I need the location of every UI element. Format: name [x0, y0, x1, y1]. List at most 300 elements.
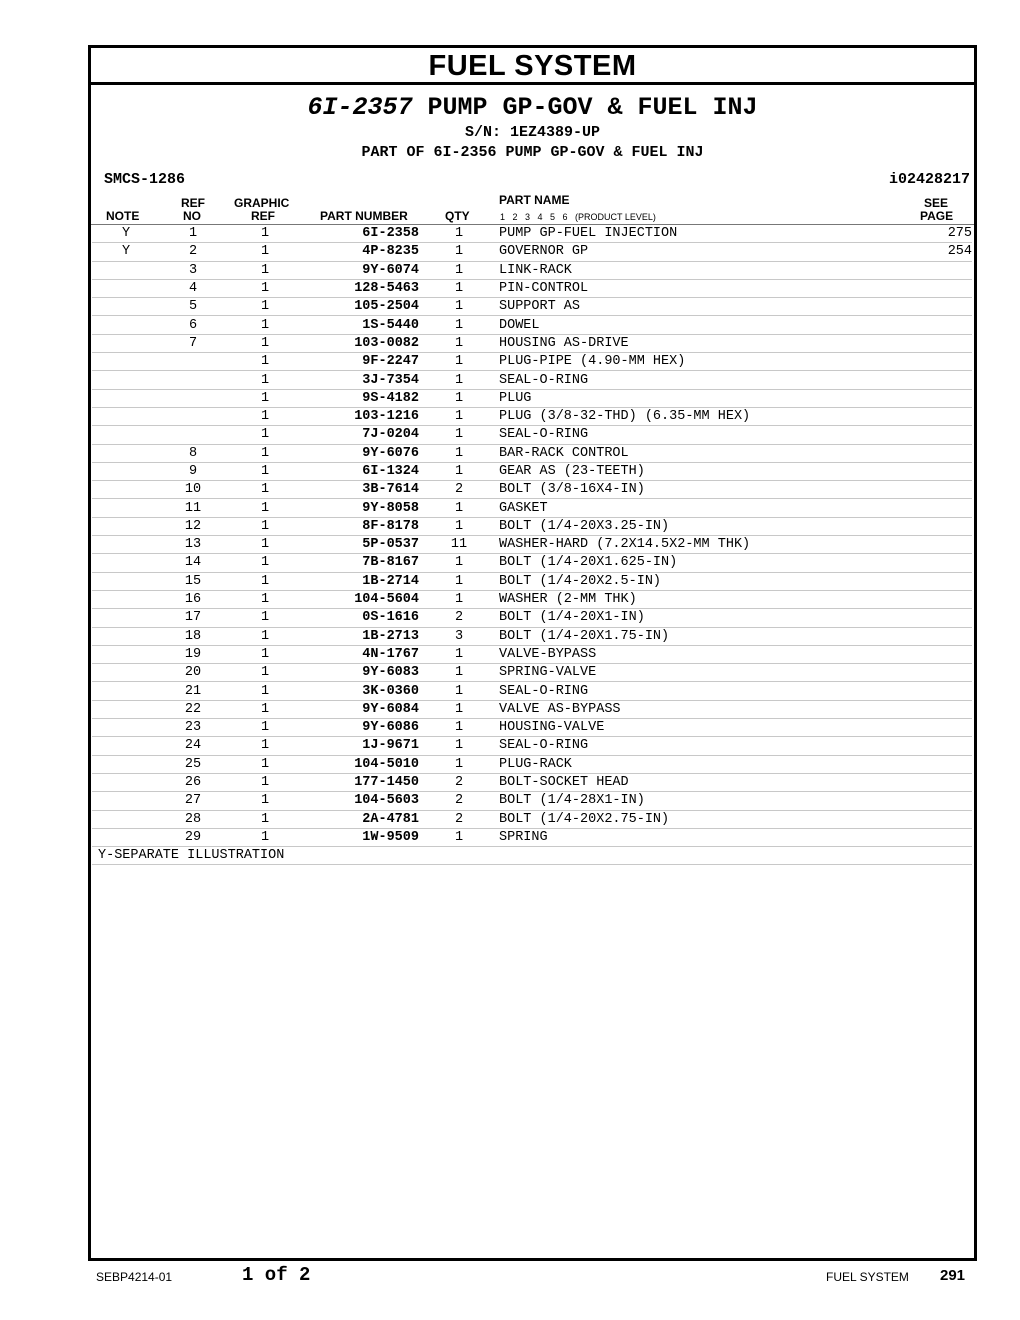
- part-number-cell: 9Y-8058: [304, 499, 419, 517]
- table-row: [92, 719, 972, 737]
- part-name-cell: BOLT (1/4-20X2.5-IN): [499, 572, 902, 590]
- col-see-top: SEE: [924, 196, 949, 210]
- graphic-ref-cell: 1: [226, 719, 304, 737]
- ref-no-cell: 24: [160, 737, 226, 755]
- see-page-cell: [902, 334, 972, 352]
- col-see-bottom: PAGE: [920, 209, 954, 223]
- see-page-cell: [902, 755, 972, 773]
- note-cell: [92, 499, 160, 517]
- note-cell: [92, 609, 160, 627]
- part-name-cell: PLUG (3/8-32-THD) (6.35-MM HEX): [499, 407, 902, 425]
- note-cell: [92, 334, 160, 352]
- table-row: [92, 645, 972, 663]
- see-page-cell: [902, 517, 972, 535]
- table-row: [92, 426, 972, 444]
- part-name-cell: PLUG: [499, 389, 902, 407]
- ref-no-cell: 2: [160, 243, 226, 261]
- part-name-cell: SEAL-O-RING: [499, 682, 902, 700]
- graphic-ref-cell: 1: [226, 499, 304, 517]
- graphic-ref-cell: 1: [226, 298, 304, 316]
- part-name-cell: SEAL-O-RING: [499, 737, 902, 755]
- qty-cell: 1: [419, 261, 499, 279]
- assembly-title: [91, 93, 974, 123]
- see-page-cell: [902, 609, 972, 627]
- table-row: [92, 316, 972, 334]
- note-cell: [92, 279, 160, 297]
- graphic-ref-cell: 1: [226, 334, 304, 352]
- assembly-part-number: 6I-2357: [307, 93, 413, 122]
- part-number-cell: 177-1450: [304, 773, 419, 791]
- ref-no-cell: 29: [160, 828, 226, 846]
- page-footer: [0, 1262, 1020, 1292]
- note-cell: Y: [92, 243, 160, 261]
- see-page-cell: [902, 627, 972, 645]
- part-number-cell: 4P-8235: [304, 243, 419, 261]
- ref-no-cell: 6: [160, 316, 226, 334]
- graphic-ref-cell: 1: [226, 353, 304, 371]
- graphic-ref-cell: 1: [226, 737, 304, 755]
- part-name-cell: GASKET: [499, 499, 902, 517]
- part-number-cell: 8F-8178: [304, 517, 419, 535]
- graphic-ref-cell: 1: [226, 700, 304, 718]
- qty-cell: 1: [419, 389, 499, 407]
- part-number-cell: 1J-9671: [304, 737, 419, 755]
- table-row: [92, 517, 972, 535]
- graphic-ref-cell: 1: [226, 407, 304, 425]
- graphic-ref-cell: 1: [226, 261, 304, 279]
- note-cell: [92, 407, 160, 425]
- see-page-cell: [902, 792, 972, 810]
- part-name-cell: PUMP GP-FUEL INJECTION: [499, 225, 902, 243]
- note-cell: [92, 828, 160, 846]
- see-page-cell: [902, 810, 972, 828]
- part-of-line: PART OF 6I-2356 PUMP GP-GOV & FUEL INJ: [361, 144, 704, 161]
- table-row: [92, 664, 972, 682]
- page-frame: [88, 45, 977, 1261]
- part-name-cell: BOLT (1/4-20X3.25-IN): [499, 517, 902, 535]
- col-part-number: PART NUMBER: [320, 209, 408, 223]
- part-number-cell: 103-1216: [304, 407, 419, 425]
- note-cell: [92, 810, 160, 828]
- ref-no-cell: 25: [160, 755, 226, 773]
- note-cell: [92, 645, 160, 663]
- part-name-cell: BOLT (3/8-16X4-IN): [499, 481, 902, 499]
- ref-no-cell: 9: [160, 462, 226, 480]
- table-row: [92, 353, 972, 371]
- table-row: [92, 536, 972, 554]
- part-number-cell: 1S-5440: [304, 316, 419, 334]
- col-ref-bottom: NO: [183, 209, 201, 223]
- part-name-cell: BOLT (1/4-20X1-IN): [499, 609, 902, 627]
- qty-cell: 1: [419, 499, 499, 517]
- qty-cell: 11: [419, 536, 499, 554]
- section-title: FUEL SYSTEM: [91, 48, 974, 85]
- see-page-cell: [902, 590, 972, 608]
- table-row: [92, 627, 972, 645]
- part-name-cell: BOLT (1/4-20X2.75-IN): [499, 810, 902, 828]
- qty-cell: 1: [419, 353, 499, 371]
- ref-no-cell: 4: [160, 279, 226, 297]
- table-row: [92, 554, 972, 572]
- col-graphic-bottom: REF: [251, 209, 275, 223]
- table-row: [92, 700, 972, 718]
- part-name-cell: PIN-CONTROL: [499, 279, 902, 297]
- ref-no-cell: 26: [160, 773, 226, 791]
- ref-no-cell: 12: [160, 517, 226, 535]
- graphic-ref-cell: 1: [226, 481, 304, 499]
- note-cell: [92, 664, 160, 682]
- see-page-cell: [902, 554, 972, 572]
- qty-cell: 2: [419, 609, 499, 627]
- see-page-cell: [902, 773, 972, 791]
- table-row: [92, 572, 972, 590]
- part-name-cell: HOUSING-VALVE: [499, 719, 902, 737]
- note-cell: [92, 536, 160, 554]
- part-number-cell: 4N-1767: [304, 645, 419, 663]
- ref-no-cell: [160, 389, 226, 407]
- document-id: SEBP4214-01: [96, 1270, 173, 1284]
- ref-no-cell: 15: [160, 572, 226, 590]
- qty-cell: 1: [419, 737, 499, 755]
- part-name-cell: SPRING-VALVE: [499, 664, 902, 682]
- ref-no-cell: [160, 371, 226, 389]
- table-row: [92, 261, 972, 279]
- part-number-cell: 0S-1616: [304, 609, 419, 627]
- graphic-ref-cell: 1: [226, 609, 304, 627]
- part-number-cell: 7J-0204: [304, 426, 419, 444]
- ref-no-cell: 27: [160, 792, 226, 810]
- see-page-cell: [902, 572, 972, 590]
- note-cell: [92, 353, 160, 371]
- parts-table: [92, 225, 972, 847]
- table-row: [92, 682, 972, 700]
- note-cell: [92, 572, 160, 590]
- graphic-ref-cell: 1: [226, 810, 304, 828]
- see-page-cell: [902, 682, 972, 700]
- ref-no-cell: [160, 353, 226, 371]
- part-name-cell: GEAR AS (23-TEETH): [499, 462, 902, 480]
- table-row: [92, 444, 972, 462]
- graphic-ref-cell: 1: [226, 462, 304, 480]
- graphic-ref-cell: 1: [226, 389, 304, 407]
- note-cell: [92, 719, 160, 737]
- ref-no-cell: 18: [160, 627, 226, 645]
- smcs-row: [91, 169, 974, 191]
- ref-no-cell: 3: [160, 261, 226, 279]
- part-number-cell: 128-5463: [304, 279, 419, 297]
- table-row: [92, 737, 972, 755]
- ref-no-cell: [160, 407, 226, 425]
- part-name-cell: BOLT (1/4-20X1.75-IN): [499, 627, 902, 645]
- see-page-cell: [902, 298, 972, 316]
- part-name-cell: SUPPORT AS: [499, 298, 902, 316]
- graphic-ref-cell: 1: [226, 773, 304, 791]
- graphic-ref-cell: 1: [226, 554, 304, 572]
- part-number-cell: 5P-0537: [304, 536, 419, 554]
- table-row: [92, 499, 972, 517]
- note-cell: Y: [92, 225, 160, 243]
- serial-number: S/N: 1EZ4389-UP: [464, 124, 601, 141]
- qty-cell: 1: [419, 444, 499, 462]
- note-cell: [92, 462, 160, 480]
- col-graphic-top: GRAPHIC: [234, 196, 290, 210]
- graphic-ref-cell: 1: [226, 316, 304, 334]
- ref-no-cell: [160, 426, 226, 444]
- part-name-cell: LINK-RACK: [499, 261, 902, 279]
- qty-cell: 1: [419, 316, 499, 334]
- part-name-cell: SEAL-O-RING: [499, 371, 902, 389]
- column-headers: [91, 191, 974, 225]
- part-number-cell: 1B-2714: [304, 572, 419, 590]
- note-cell: [92, 316, 160, 334]
- qty-cell: 1: [419, 225, 499, 243]
- part-number-cell: 6I-2358: [304, 225, 419, 243]
- ref-no-cell: 19: [160, 645, 226, 663]
- note-cell: [92, 590, 160, 608]
- table-row: [92, 389, 972, 407]
- qty-cell: 1: [419, 828, 499, 846]
- qty-cell: 1: [419, 517, 499, 535]
- part-name-cell: BOLT-SOCKET HEAD: [499, 773, 902, 791]
- note-cell: [92, 426, 160, 444]
- part-name-cell: BOLT (1/4-20X1.625-IN): [499, 554, 902, 572]
- graphic-ref-cell: 1: [226, 682, 304, 700]
- see-page-cell: [902, 664, 972, 682]
- see-page-cell: [902, 316, 972, 334]
- qty-cell: 1: [419, 755, 499, 773]
- footer-section: FUEL SYSTEM: [826, 1270, 909, 1284]
- graphic-ref-cell: 1: [226, 371, 304, 389]
- part-name-cell: WASHER (2-MM THK): [499, 590, 902, 608]
- graphic-ref-cell: 1: [226, 243, 304, 261]
- graphic-ref-cell: 1: [226, 536, 304, 554]
- graphic-ref-cell: 1: [226, 590, 304, 608]
- part-number-cell: 9Y-6084: [304, 700, 419, 718]
- graphic-ref-cell: 1: [226, 444, 304, 462]
- graphic-ref-cell: 1: [226, 517, 304, 535]
- qty-cell: 1: [419, 682, 499, 700]
- table-row: [92, 298, 972, 316]
- see-page-cell: [902, 407, 972, 425]
- part-name-cell: PLUG-RACK: [499, 755, 902, 773]
- ref-no-cell: 16: [160, 590, 226, 608]
- note-cell: [92, 371, 160, 389]
- see-page-cell: [902, 828, 972, 846]
- note-cell: [92, 773, 160, 791]
- ref-no-cell: 22: [160, 700, 226, 718]
- part-number-cell: 3J-7354: [304, 371, 419, 389]
- graphic-ref-cell: 1: [226, 645, 304, 663]
- note-cell: [92, 755, 160, 773]
- col-note: NOTE: [106, 209, 140, 223]
- part-name-cell: VALVE AS-BYPASS: [499, 700, 902, 718]
- graphic-ref-cell: 1: [226, 664, 304, 682]
- illustration-id: i02428217: [888, 171, 970, 188]
- table-row: [92, 773, 972, 791]
- see-page-cell: [902, 389, 972, 407]
- part-number-cell: 104-5010: [304, 755, 419, 773]
- note-cell: [92, 298, 160, 316]
- qty-cell: 1: [419, 243, 499, 261]
- see-page-cell: [902, 261, 972, 279]
- qty-cell: 1: [419, 572, 499, 590]
- footnote: Y-SEPARATE ILLUSTRATION: [92, 847, 972, 865]
- table-row: [92, 407, 972, 425]
- part-name-cell: DOWEL: [499, 316, 902, 334]
- part-name-cell: SEAL-O-RING: [499, 426, 902, 444]
- part-name-cell: HOUSING AS-DRIVE: [499, 334, 902, 352]
- qty-cell: 1: [419, 407, 499, 425]
- see-page-cell: [902, 719, 972, 737]
- see-page-cell: [902, 481, 972, 499]
- part-name-cell: SPRING: [499, 828, 902, 846]
- page-number: 291: [940, 1267, 966, 1284]
- table-row: [92, 334, 972, 352]
- note-cell: [92, 737, 160, 755]
- part-number-cell: 104-5604: [304, 590, 419, 608]
- assembly-name: PUMP GP-GOV & FUEL INJ: [427, 93, 758, 122]
- part-number-cell: 7B-8167: [304, 554, 419, 572]
- table-row: [92, 243, 972, 261]
- page-of: 1 of 2: [242, 1264, 311, 1286]
- see-page-cell: [902, 499, 972, 517]
- col-part-name: PART NAME: [499, 193, 570, 207]
- graphic-ref-cell: 1: [226, 279, 304, 297]
- ref-no-cell: 21: [160, 682, 226, 700]
- part-number-cell: 9S-4182: [304, 389, 419, 407]
- col-ref-top: REF: [181, 196, 205, 210]
- graphic-ref-cell: 1: [226, 426, 304, 444]
- qty-cell: 2: [419, 792, 499, 810]
- ref-no-cell: 28: [160, 810, 226, 828]
- see-page-cell: [902, 700, 972, 718]
- see-page-cell: [902, 279, 972, 297]
- part-number-cell: 104-5603: [304, 792, 419, 810]
- qty-cell: 2: [419, 481, 499, 499]
- ref-no-cell: 10: [160, 481, 226, 499]
- part-name-cell: GOVERNOR GP: [499, 243, 902, 261]
- part-number-cell: 3B-7614: [304, 481, 419, 499]
- part-number-cell: 1B-2713: [304, 627, 419, 645]
- part-number-cell: 9Y-6086: [304, 719, 419, 737]
- qty-cell: 1: [419, 279, 499, 297]
- graphic-ref-cell: 1: [226, 225, 304, 243]
- part-number-cell: 105-2504: [304, 298, 419, 316]
- note-cell: [92, 792, 160, 810]
- graphic-ref-cell: 1: [226, 572, 304, 590]
- part-number-cell: 6I-1324: [304, 462, 419, 480]
- table-row: [92, 609, 972, 627]
- qty-cell: 1: [419, 298, 499, 316]
- graphic-ref-cell: 1: [226, 828, 304, 846]
- see-page-cell: [902, 737, 972, 755]
- note-cell: [92, 700, 160, 718]
- graphic-ref-cell: 1: [226, 755, 304, 773]
- qty-cell: 1: [419, 664, 499, 682]
- qty-cell: 1: [419, 426, 499, 444]
- smcs-code: SMCS-1286: [104, 171, 186, 188]
- see-page-cell: [902, 353, 972, 371]
- see-page-cell: [902, 371, 972, 389]
- ref-no-cell: 23: [160, 719, 226, 737]
- table-row: [92, 755, 972, 773]
- table-row: [92, 462, 972, 480]
- part-name-cell: PLUG-PIPE (4.90-MM HEX): [499, 353, 902, 371]
- table-row: [92, 481, 972, 499]
- note-cell: [92, 261, 160, 279]
- note-cell: [92, 554, 160, 572]
- note-cell: [92, 481, 160, 499]
- qty-cell: 2: [419, 773, 499, 791]
- col-qty: QTY: [445, 209, 470, 223]
- table-row: [92, 371, 972, 389]
- part-number-cell: 103-0082: [304, 334, 419, 352]
- qty-cell: 1: [419, 334, 499, 352]
- part-number-cell: 3K-0360: [304, 682, 419, 700]
- ref-no-cell: 11: [160, 499, 226, 517]
- table-row: [92, 828, 972, 846]
- part-name-cell: WASHER-HARD (7.2X14.5X2-MM THK): [499, 536, 902, 554]
- qty-cell: 1: [419, 590, 499, 608]
- see-page-cell: [902, 444, 972, 462]
- table-row: [92, 792, 972, 810]
- part-number-cell: 2A-4781: [304, 810, 419, 828]
- qty-cell: 2: [419, 810, 499, 828]
- table-row: [92, 590, 972, 608]
- col-product-levels: 1 2 3 4 5 6 (PRODUCT LEVEL): [500, 212, 656, 222]
- see-page-cell: [902, 426, 972, 444]
- note-cell: [92, 389, 160, 407]
- qty-cell: 3: [419, 627, 499, 645]
- see-page-cell: 275: [902, 225, 972, 243]
- part-name-cell: BOLT (1/4-28X1-IN): [499, 792, 902, 810]
- ref-no-cell: 20: [160, 664, 226, 682]
- qty-cell: 1: [419, 700, 499, 718]
- graphic-ref-cell: 1: [226, 792, 304, 810]
- part-number-cell: 9Y-6083: [304, 664, 419, 682]
- see-page-cell: [902, 645, 972, 663]
- part-name-cell: VALVE-BYPASS: [499, 645, 902, 663]
- ref-no-cell: 1: [160, 225, 226, 243]
- note-cell: [92, 627, 160, 645]
- qty-cell: 1: [419, 554, 499, 572]
- qty-cell: 1: [419, 371, 499, 389]
- see-page-cell: [902, 536, 972, 554]
- part-number-cell: 9Y-6076: [304, 444, 419, 462]
- table-row: [92, 279, 972, 297]
- qty-cell: 1: [419, 645, 499, 663]
- ref-no-cell: 5: [160, 298, 226, 316]
- see-page-cell: [902, 462, 972, 480]
- note-cell: [92, 517, 160, 535]
- part-name-cell: BAR-RACK CONTROL: [499, 444, 902, 462]
- part-number-cell: 9F-2247: [304, 353, 419, 371]
- table-row: [92, 810, 972, 828]
- see-page-cell: 254: [902, 243, 972, 261]
- ref-no-cell: 17: [160, 609, 226, 627]
- table-row: [92, 225, 972, 243]
- ref-no-cell: 8: [160, 444, 226, 462]
- part-number-cell: 9Y-6074: [304, 261, 419, 279]
- graphic-ref-cell: 1: [226, 627, 304, 645]
- ref-no-cell: 7: [160, 334, 226, 352]
- ref-no-cell: 14: [160, 554, 226, 572]
- note-cell: [92, 444, 160, 462]
- qty-cell: 1: [419, 719, 499, 737]
- qty-cell: 1: [419, 462, 499, 480]
- ref-no-cell: 13: [160, 536, 226, 554]
- part-number-cell: 1W-9509: [304, 828, 419, 846]
